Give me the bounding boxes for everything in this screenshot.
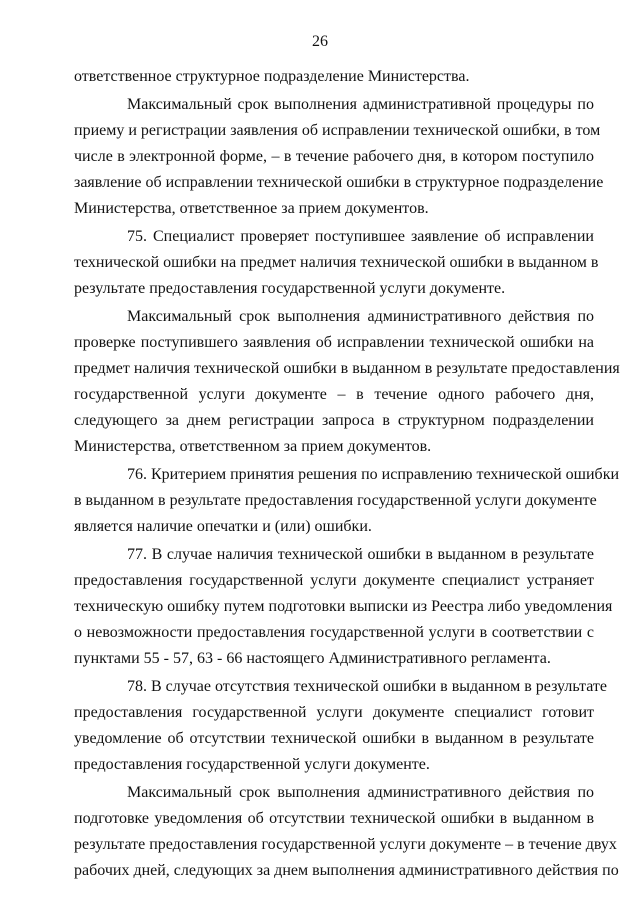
text-line: ответственное структурное подразделение Министерства. [74,68,470,85]
text-line: числе в электронной форме, – в течение рабочего дня, в котором поступило [74,148,594,165]
text-line: следующего за днем регистрации запроса в структурном подразделении [74,412,594,429]
text-line: 76. Критерием принятия решения по исправлению технической ошибки [127,466,620,483]
text-line: 75. Специалист проверяет поступившее заявление об исправлении [127,228,594,245]
text-line: технической ошибки на предмет наличия технической ошибки в выданном в [74,254,599,271]
text-line: Министерства, ответственное за прием документов. [74,200,429,217]
text-line: заявление об исправлении технической ошибки в структурное подразделение [74,174,604,191]
text-line: 77. В случае наличия технической ошибки в выданном в результате [127,546,594,563]
text-line: результате предоставления государственной услуги документе. [74,280,506,297]
text-line: предмет наличия технической ошибки в выданном в результате предоставления [74,360,620,377]
text-line: Министерства, ответственном за прием документов. [74,438,432,455]
text-line: уведомление об отсутствии технической ошибки в выданном в результате [74,730,594,747]
text-line: 78. В случае отсутствия технической ошибки в выданном в результате [127,678,607,695]
text-line: Максимальный срок выполнения административной процедуры по [127,96,594,113]
page-number: 26 [312,33,328,50]
text-line: является наличие опечатки и (или) ошибки. [74,518,372,535]
text-line: государственной услуги документе – в течение одного рабочего дня, [74,386,594,403]
text-line: предоставления государственной услуги документе. [74,756,430,773]
text-line: проверке поступившего заявления об исправлении технической ошибки на [74,334,594,351]
text-line: предоставления государственной услуги документе специалист готовит [74,704,594,721]
text-line: результате предоставления государственной услуги документе – в течение двух [74,836,617,853]
text-line: приему и регистрации заявления об исправлении технической ошибки, в том [74,122,601,139]
text-line: рабочих дней, следующих за днем выполнения административного действия по [74,862,619,879]
text-line: Максимальный срок выполнения административного действия по [127,784,594,801]
text-line: о невозможности предоставления государственной услуги в соответствии с [74,624,594,641]
text-line: пунктами 55 - 57, 63 - 66 настоящего Административного регламента. [74,650,551,667]
text-line: Максимальный срок выполнения административного действия по [127,308,594,325]
text-line: подготовке уведомления об отсутствии технической ошибки в выданном в [74,810,594,827]
text-line: в выданном в результате предоставления государственной услуги документе [74,492,597,509]
text-line: предоставления государственной услуги документе специалист устраняет [74,572,594,589]
text-line: техническую ошибку путем подготовки выписки из Реестра либо уведомления [74,598,613,615]
